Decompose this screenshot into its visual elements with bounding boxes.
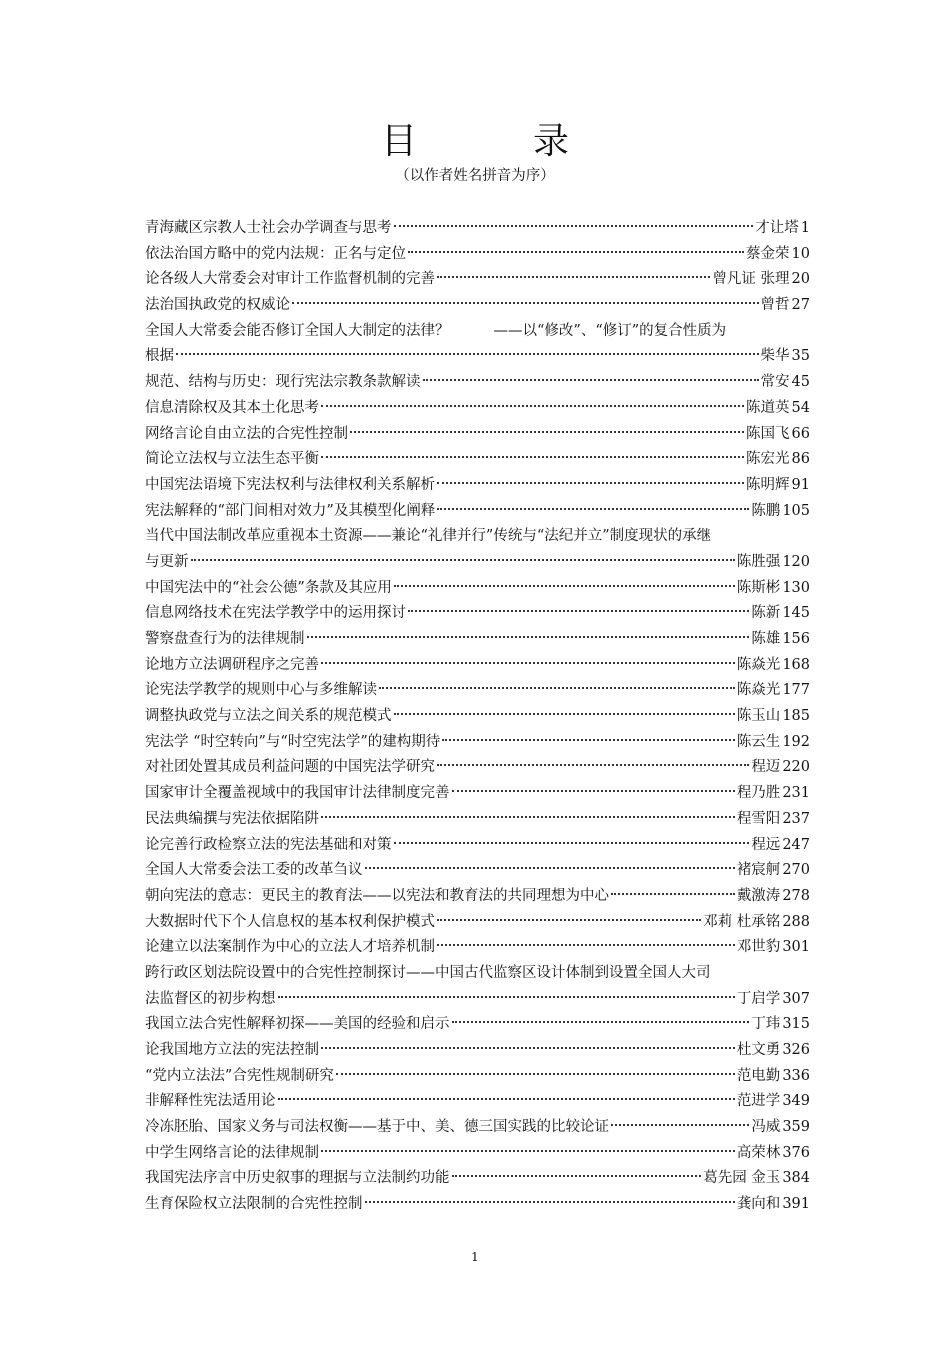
entry-title: 全国人大常委会法工委的改革刍议 [145, 862, 363, 879]
toc-entry[interactable] [145, 242, 810, 268]
entry-page: 168 [782, 656, 810, 673]
dot-leader [321, 662, 735, 664]
toc-entry[interactable] [145, 1064, 810, 1090]
dot-leader [394, 842, 750, 844]
dot-leader [611, 893, 735, 895]
toc-entry[interactable] [145, 858, 810, 884]
toc-entry[interactable] [145, 807, 810, 833]
entry-title-wrap: 根据 [145, 348, 174, 365]
entry-title: 论宪法学教学的规则中心与多维解读 [145, 682, 377, 699]
dot-leader [307, 636, 750, 638]
entry-title: 朝向宪法的意志：更民主的教育法——以宪法和教育法的共同理想为中心 [145, 887, 609, 904]
entry-page: 307 [782, 990, 810, 1007]
entry-page: 315 [782, 1016, 810, 1033]
entry-title-line [145, 524, 810, 550]
entry-author: 范进学 [736, 1093, 781, 1110]
entry-page: 359 [782, 1119, 810, 1136]
toc-entry[interactable] [145, 755, 810, 781]
entry-page: 120 [782, 553, 810, 570]
dot-leader [394, 225, 754, 227]
entry-title: 大数据时代下个人信息权的基本权利保护模式 [145, 913, 435, 930]
entry-author: 陈国飞 [746, 425, 790, 442]
dot-leader [452, 1021, 750, 1023]
entry-page: 247 [782, 836, 810, 853]
toc-entry[interactable] [145, 961, 810, 1012]
entry-page: 156 [782, 631, 810, 648]
entry-title: 我国宪法序言中历史叙事的理据与立法制约功能 [145, 1170, 450, 1187]
entry-page: 20 [791, 271, 810, 288]
entry-title-line [145, 987, 810, 1013]
entry-author: 蔡金荣 [746, 245, 790, 262]
toc-entry[interactable] [145, 884, 810, 910]
entry-title: 警察盘查行为的法律规制 [145, 631, 305, 648]
entry-page: 66 [791, 425, 810, 442]
toc-entry[interactable] [145, 1141, 810, 1167]
dot-leader [321, 816, 735, 818]
entry-title: “党内立法法”合宪性规制研究 [145, 1067, 334, 1084]
toc-entry[interactable] [145, 473, 810, 499]
entry-title: 论地方立法调研程序之完善 [145, 656, 319, 673]
entry-author: 常安 [760, 374, 790, 391]
entry-title: 信息网络技术在宪法学教学中的运用探讨 [145, 605, 406, 622]
entry-title: 规范、结构与历史：现行宪法宗教条款解读 [145, 374, 421, 391]
entry-author: 邓莉 杜承铭 [703, 913, 781, 930]
dot-leader [408, 610, 749, 612]
dot-leader [437, 508, 749, 510]
toc-entry[interactable] [145, 1192, 810, 1218]
dot-leader [350, 431, 744, 433]
entry-page: 91 [791, 476, 810, 493]
entry-page: 130 [782, 579, 810, 596]
entry-author: 陈胜强 [736, 553, 781, 570]
entry-page: 384 [782, 1170, 810, 1187]
entry-title-wrap: 与更新 [145, 553, 189, 570]
toc-entry[interactable] [145, 1012, 810, 1038]
entry-title: 对社团处置其成员利益问题的中国宪法学研究 [145, 759, 435, 776]
entry-page: 10 [791, 245, 810, 262]
entry-title: 论建立以法案制作为中心的立法人才培养机制 [145, 939, 435, 956]
entry-title: 信息清除权及其本土化思考 [145, 399, 319, 416]
entry-title-line [145, 961, 810, 987]
entry-page: 1 [800, 220, 810, 236]
dot-leader [321, 1047, 735, 1049]
entry-title: 当代中国法制改革应重视本土资源——兼论“礼律并行”传统与“法纪并立”制度现状的承继 [145, 528, 712, 545]
dot-leader [365, 867, 735, 869]
dot-leader [321, 456, 744, 458]
entry-page: 326 [782, 1042, 810, 1059]
dot-leader [321, 405, 744, 407]
entry-author: 范电勤 [736, 1067, 781, 1084]
entry-title: 我国立法合宪性解释初探——美国的经验和启示 [145, 1016, 450, 1033]
entry-author: 陈宏光 [746, 451, 790, 468]
dot-leader [278, 1098, 735, 1100]
toc-entry[interactable] [145, 396, 810, 422]
dot-leader [423, 379, 759, 381]
entry-page: 177 [782, 682, 810, 699]
entry-author: 高荣林 [736, 1144, 781, 1161]
toc-entry[interactable] [145, 1038, 810, 1064]
entry-author: 程迈 [751, 759, 781, 776]
toc-entry[interactable] [145, 1115, 810, 1141]
toc-entry[interactable] [145, 1089, 810, 1115]
entry-title: 论完善行政检察立法的宪法基础和对策 [145, 836, 392, 853]
entry-author: 丁启学 [736, 990, 781, 1007]
dot-leader [437, 482, 744, 484]
entry-page: 278 [782, 887, 810, 904]
dot-leader [321, 1150, 735, 1152]
toc-entry[interactable] [145, 704, 810, 730]
entry-title: 青海藏区宗教人士社会办学调查与思考 [145, 220, 392, 236]
entry-page: 231 [782, 785, 810, 802]
toc-entry[interactable] [145, 935, 810, 961]
entry-title-continuation: ——以“修改”、“修订”的复合性质为 [493, 322, 727, 339]
dot-leader [437, 944, 735, 946]
entry-title: 网络言论自由立法的合宪性控制 [145, 425, 348, 442]
entry-author: 杜文勇 [736, 1042, 781, 1059]
entry-page: 45 [791, 374, 810, 391]
dot-leader [336, 1073, 735, 1075]
toc-entry[interactable] [145, 910, 810, 936]
entry-page: 237 [782, 810, 810, 827]
page-number: 1 [471, 1250, 479, 1264]
entry-author: 陈玉山 [736, 708, 781, 725]
toc-entry[interactable] [145, 576, 810, 602]
dot-leader [176, 353, 759, 355]
entry-page: 35 [791, 348, 810, 365]
toc-subtitle: （以作者姓名拼音为序） [395, 168, 555, 184]
dot-leader [278, 996, 735, 998]
entry-title: 中国宪法中的“社会公德”条款及其应用 [145, 579, 392, 596]
toc-entry[interactable] [145, 833, 810, 859]
entry-page: 376 [782, 1144, 810, 1161]
entry-page: 185 [782, 708, 810, 725]
entry-title: 中学生网络言论的法律规制 [145, 1144, 319, 1161]
entry-author: 陈鹏 [751, 502, 781, 519]
entry-page: 288 [782, 913, 810, 930]
entry-page: 349 [782, 1093, 810, 1110]
toc-entry[interactable] [145, 781, 810, 807]
toc-entry[interactable] [145, 370, 810, 396]
entry-author: 程雪阳 [736, 810, 781, 827]
toc-entry[interactable] [145, 730, 810, 756]
entry-author: 曾哲 [760, 297, 790, 314]
entry-author: 陈道英 [746, 399, 790, 416]
toc-entry[interactable] [145, 216, 810, 242]
entry-page: 220 [782, 759, 810, 776]
toc-entry[interactable] [145, 678, 810, 704]
entry-title: 生育保险权立法限制的合宪性控制 [145, 1196, 363, 1213]
entry-page: 270 [782, 862, 810, 879]
dot-leader [394, 713, 735, 715]
entry-author: 陈新 [751, 605, 781, 622]
toc-entry[interactable] [145, 447, 810, 473]
dot-leader [191, 559, 735, 561]
entry-title-line [145, 550, 810, 576]
table-of-contents [145, 216, 810, 1218]
toc-entry[interactable] [145, 601, 810, 627]
entry-author: 柴华 [760, 348, 790, 365]
toc-title: 目 录 [380, 121, 609, 162]
dot-leader [437, 764, 749, 766]
entry-title-line [145, 319, 810, 345]
entry-title: 中国宪法语境下宪法权利与法律权利关系解析 [145, 476, 435, 493]
entry-author: 陈焱光 [736, 682, 781, 699]
entry-page: 301 [782, 939, 810, 956]
entry-page: 27 [791, 297, 810, 314]
entry-title: 冷冻胚胎、国家义务与司法权衡——基于中、美、德三国实践的比较论证 [145, 1119, 609, 1136]
entry-title: 简论立法权与立法生态平衡 [145, 451, 319, 468]
entry-page: 105 [782, 502, 810, 519]
dot-leader [611, 1124, 749, 1126]
toc-entry[interactable] [145, 653, 810, 679]
entry-title: 宪法解释的“部门间相对效力”及其模型化阐释 [145, 502, 436, 519]
entry-page: 336 [782, 1067, 810, 1084]
dot-leader [442, 739, 735, 741]
entry-title: 民法典编撰与宪法依据陷阱 [145, 810, 319, 827]
dot-leader [452, 1175, 702, 1177]
dot-leader [437, 919, 701, 921]
entry-title: 论我国地方立法的宪法控制 [145, 1042, 319, 1059]
toc-entry[interactable] [145, 267, 810, 293]
entry-author: 才让塔 [755, 220, 799, 236]
entry-title-line [145, 344, 810, 370]
entry-title: 调整执政党与立法之间关系的规范模式 [145, 708, 392, 725]
entry-page: 54 [791, 399, 810, 416]
entry-title: 国家审计全覆盖视域中的我国审计法律制度完善 [145, 785, 450, 802]
dot-leader [365, 1201, 735, 1203]
entry-title: 论各级人大常委会对审计工作监督机制的完善 [145, 271, 435, 288]
dot-leader [408, 251, 744, 253]
entry-author: 葛先园 金玉 [703, 1170, 781, 1187]
entry-author: 陈焱光 [736, 656, 781, 673]
entry-author: 程乃胜 [736, 785, 781, 802]
entry-author: 邓世豹 [736, 939, 781, 956]
toc-entry[interactable] [145, 1166, 810, 1192]
entry-page: 391 [782, 1196, 810, 1213]
dot-leader [394, 585, 735, 587]
entry-author: 陈明辉 [746, 476, 790, 493]
toc-entry[interactable] [145, 499, 810, 525]
dot-leader [379, 687, 735, 689]
entry-author: 陈云生 [736, 733, 781, 750]
entry-page: 145 [782, 605, 810, 622]
toc-entry[interactable] [145, 293, 810, 319]
toc-entry[interactable] [145, 627, 810, 653]
entry-author: 冯威 [751, 1119, 781, 1136]
dot-leader [452, 790, 735, 792]
toc-entry[interactable] [145, 422, 810, 448]
entry-author: 褚宸舸 [736, 862, 781, 879]
entry-author: 程远 [751, 836, 781, 853]
entry-title: 依法治国方略中的党内法规：正名与定位 [145, 245, 406, 262]
entry-author: 龚向和 [736, 1196, 781, 1213]
entry-page: 192 [782, 733, 810, 750]
entry-author: 戴激涛 [736, 887, 781, 904]
toc-entry[interactable] [145, 319, 810, 370]
entry-title: 法治国执政党的权威论 [145, 297, 290, 314]
entry-title: 全国人大常委会能否修订全国人大制定的法律？ [145, 322, 450, 339]
entry-title-wrap: 法监督区的初步构想 [145, 990, 276, 1007]
entry-title: 宪法学 “时空转向”与“时空宪法学”的建构期待 [145, 733, 441, 750]
entry-page: 86 [791, 451, 810, 468]
entry-author: 陈斯彬 [736, 579, 781, 596]
entry-author: 陈雄 [751, 631, 781, 648]
dot-leader [292, 302, 759, 304]
entry-author: 丁玮 [751, 1016, 781, 1033]
dot-leader [437, 276, 710, 278]
entry-title: 非解释性宪法适用论 [145, 1093, 276, 1110]
entry-title: 跨行政区划法院设置中的合宪性控制探讨——中国古代监察区设计体制到设置全国人大司 [145, 964, 711, 981]
entry-author: 曾凡证 张理 [712, 271, 790, 288]
toc-entry[interactable] [145, 524, 810, 575]
